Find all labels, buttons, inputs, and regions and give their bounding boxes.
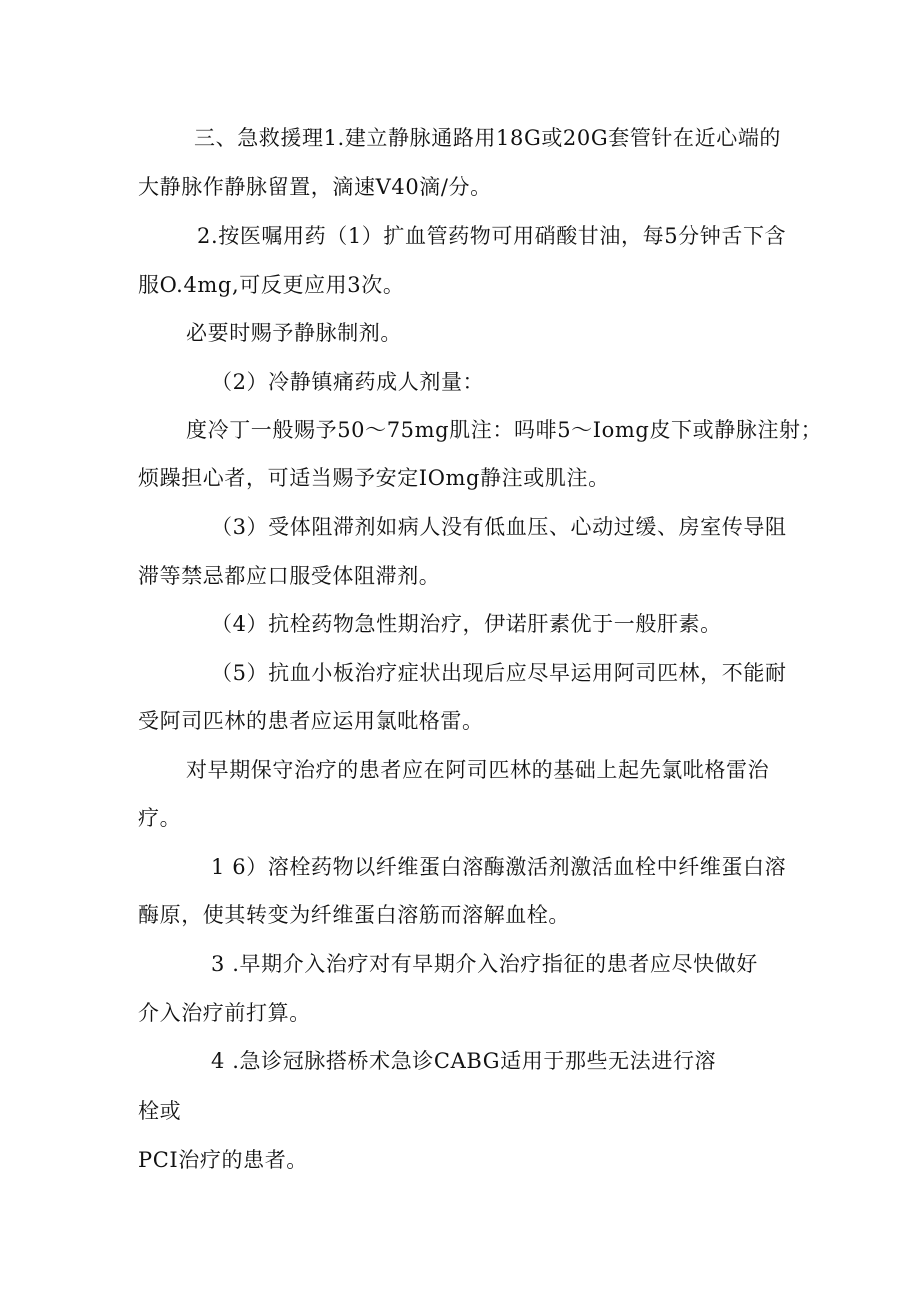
paragraph-line: 2.按医嘱用药（1）扩血管药物可用硝酸甘油，每5分钟舌下含 — [197, 224, 787, 248]
paragraph-line: 对早期保守治疗的患者应在阿司匹林的基础上起先氯吡格雷治 — [186, 758, 770, 782]
paragraph-line: 三、急救援理1.建立静脉通路用18G或20G套管针在近心端的 — [194, 126, 782, 150]
paragraph-line: 烦躁担心者，可适当赐予安定IOmg静注或肌注。 — [138, 466, 610, 490]
paragraph-line: 3 .早期介入治疗对有早期介入治疗指征的患者应尽快做好 — [211, 952, 758, 976]
paragraph-line: （3）受体阻滞剂如病人没有低血压、心动过缓、房室传导阻 — [211, 515, 787, 539]
paragraph-line: 4 .急诊冠脉搭桥术急诊CABG适用于那些无法进行溶 — [211, 1049, 717, 1073]
paragraph-line: 滞等禁忌都应口服受体阻滞剂。 — [138, 564, 441, 588]
paragraph-line: 栓或 — [138, 1099, 182, 1123]
paragraph-line: 介入治疗前打算。 — [138, 1001, 311, 1025]
paragraph-line: 度冷丁一般赐予50～75mg肌注：吗啡5～Iomg皮下或静脉注射； — [186, 418, 823, 442]
paragraph-line: 服O.4mg,可反更应用3次。 — [138, 273, 405, 297]
paragraph-line: 疗。 — [138, 806, 182, 830]
paragraph-line: （5）抗血小板治疗症状出现后应尽早运用阿司匹林，不能耐 — [211, 661, 787, 685]
paragraph-line: （2）冷静镇痛药成人剂量： — [211, 370, 485, 394]
paragraph-line: 受阿司匹林的患者应运用氯吡格雷。 — [138, 709, 484, 733]
paragraph-line: 1 6）溶栓药物以纤维蛋白溶酶激活剂激活血栓中纤维蛋白溶 — [211, 855, 787, 879]
paragraph-line: 酶原，使其转变为纤维蛋白溶筋而溶解血栓。 — [138, 903, 570, 927]
paragraph-line: 必要时赐予静脉制剂。 — [186, 321, 402, 345]
paragraph-line: 大静脉作静脉留置，滴速V40滴/分。 — [138, 175, 492, 199]
paragraph-line: PCI治疗的患者。 — [138, 1148, 308, 1172]
paragraph-line: （4）抗栓药物急性期治疗，伊诺肝素优于一般肝素。 — [211, 612, 722, 636]
